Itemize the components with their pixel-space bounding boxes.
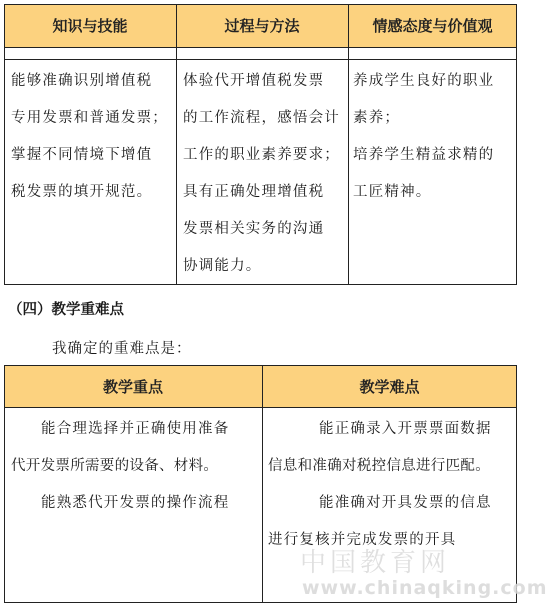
cell-line: 掌握不同情境下增值 [11, 147, 153, 163]
table1-header-attitude: 情感态度与价值观 [348, 4, 517, 47]
cell-line: 工作的职业素养要求； [183, 147, 340, 163]
cell-line: 能合理选择并正确使用准备 [41, 421, 230, 437]
cell-line: 能正确录入开票票面数据 [319, 421, 492, 437]
cell-line: 养成学生良好的职业 [353, 73, 495, 89]
cell-line: 代开发票所需要的设备、材料。 [11, 458, 219, 474]
cell-line: 能准确对开具发票的信息 [319, 495, 492, 511]
cell-line: 具有正确处理增值税 [183, 184, 325, 200]
table1-cell-attitude [353, 63, 515, 211]
cell-line: 进行复核并完成发票的开具 [268, 532, 457, 548]
table1-border-left [4, 4, 5, 285]
cell-line: 素养； [353, 110, 401, 126]
table2-border-left [4, 365, 5, 603]
cell-line: 税发票的填开规范。 [11, 184, 153, 200]
cell-line: 的工作流程，感悟会计 [183, 110, 340, 126]
table1-header-divider [4, 47, 517, 48]
section-intro: 我确定的重难点是： [52, 341, 192, 357]
table2-header-difficult-points: 教学难点 [262, 365, 517, 407]
table1-col-divider-1 [176, 4, 177, 285]
section-heading: （四）教学重难点 [8, 302, 124, 318]
cell-line: 发票相关实务的沟通 [183, 221, 325, 237]
table2-header-divider [4, 407, 517, 408]
cell-line: 培养学生精益求精的 [353, 147, 495, 163]
table1-border-right [516, 4, 517, 285]
table2-cell-key-points [11, 411, 259, 522]
table2-col-divider [262, 365, 263, 603]
table2-header-key-points: 教学重点 [4, 365, 262, 407]
table1-header-process: 过程与方法 [176, 4, 348, 47]
cell-line: 工匠精神。 [353, 184, 432, 200]
table2-border-right [516, 365, 517, 603]
cell-line: 体验代开增值税发票 [183, 73, 325, 89]
table2-border-top [4, 365, 517, 366]
watermark-logo-text: 中国教育网 [300, 548, 451, 578]
table1-cell-process [183, 63, 346, 285]
table2-border-bottom [4, 602, 517, 603]
table1-cell-knowledge [11, 63, 173, 211]
cell-line: 专用发票和普通发票； [11, 110, 168, 126]
table1-body-top [4, 59, 517, 60]
cell-line: 能够准确识别增值税 [11, 73, 153, 89]
cell-line: 协调能力。 [183, 258, 262, 274]
table1-border-top [4, 4, 517, 5]
table2-cell-difficult-points [268, 411, 515, 559]
watermark-url: www.chinaqking.com [302, 577, 548, 599]
cell-line: 信息和准确对税控信息进行匹配。 [268, 458, 490, 474]
cell-line: 能熟悉代开发票的操作流程 [41, 495, 230, 511]
table1-col-divider-2 [348, 4, 349, 285]
table1-header-knowledge: 知识与技能 [4, 4, 176, 47]
